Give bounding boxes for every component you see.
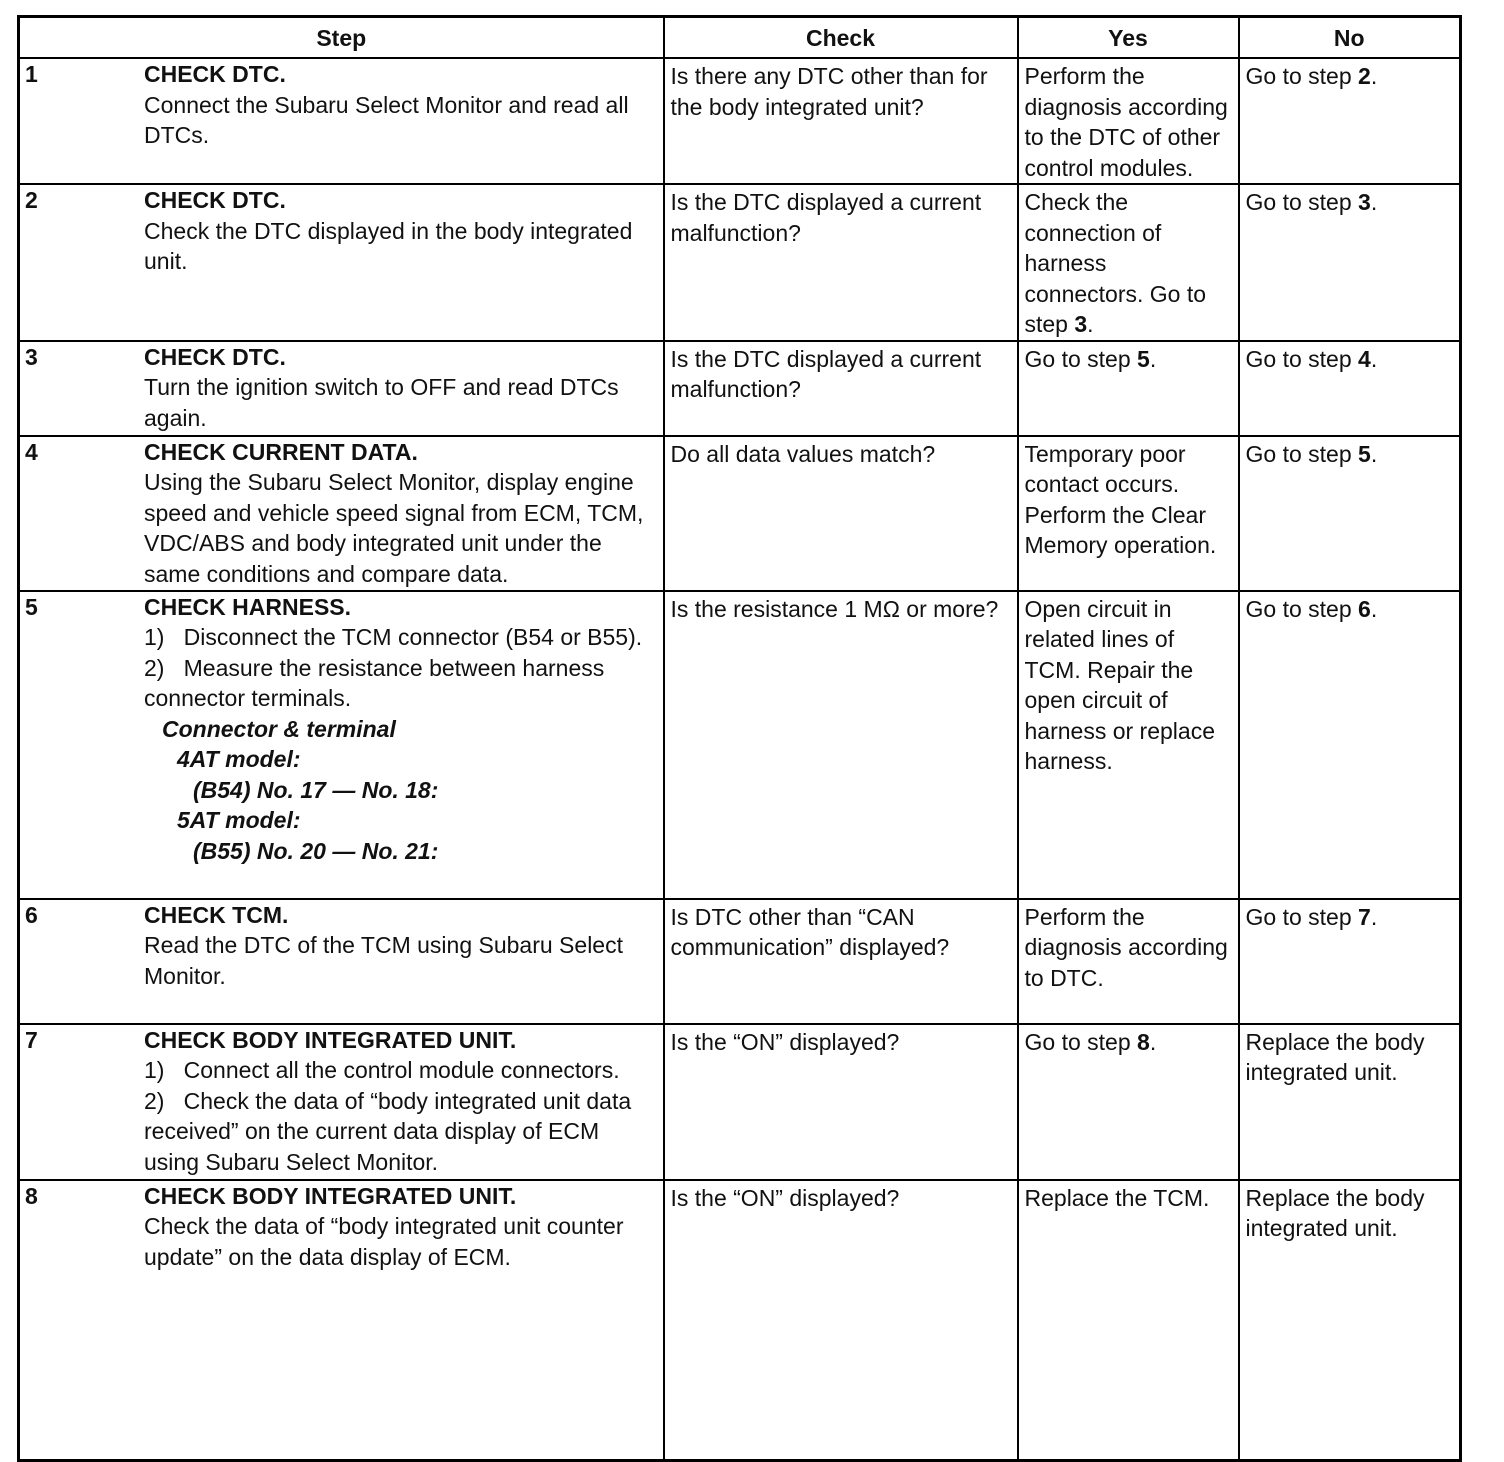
specification-line: 5AT model:: [177, 807, 301, 833]
step-instruction: 1) Disconnect the TCM connector (B54 or B55).: [144, 624, 643, 650]
punctuation: .: [1370, 440, 1378, 467]
table-row: [19, 184, 1461, 341]
header-yes: Yes: [1018, 17, 1239, 59]
header-no: No: [1239, 17, 1461, 59]
step-number: 2: [25, 187, 38, 213]
punctuation: .: [1149, 345, 1157, 372]
step-number: 1: [25, 61, 38, 87]
check-cell: Is the “ON” displayed?: [664, 1024, 1018, 1180]
diagnostic-procedure-table: [17, 15, 1462, 1462]
yes-action-text: Check the connection of harness connectors. Go to step: [1024, 189, 1207, 337]
step-title: CHECK HARNESS.: [144, 593, 352, 620]
table-row: [19, 436, 1461, 591]
step-description: [144, 185, 663, 277]
step-description: [144, 437, 663, 590]
step-instruction: Check the DTC displayed in the body integrated unit.: [144, 217, 633, 274]
check-cell: Is DTC other than “CAN communication” displayed?: [664, 899, 1018, 1024]
step-title: CHECK DTC.: [144, 343, 286, 370]
yes-action-text: Perform the diagnosis according to the DTC of other control modules.: [1024, 63, 1228, 181]
check-cell: Is the “ON” displayed?: [664, 1180, 1018, 1461]
check-cell: Is the resistance 1 MΩ or more?: [664, 591, 1018, 899]
step-instruction: 2) Measure the resistance between harness connector terminals.: [144, 654, 605, 711]
step-reference: 3: [1358, 189, 1371, 215]
step-description: [144, 1181, 663, 1273]
no-cell: [1239, 341, 1461, 436]
yes-cell: [1018, 341, 1239, 436]
step-number: 8: [25, 1182, 38, 1209]
no-cell: [1239, 58, 1461, 184]
no-action-text: Go to step: [1245, 595, 1359, 622]
step-title: CHECK CURRENT DATA.: [144, 438, 418, 465]
punctuation: .: [1370, 903, 1378, 930]
step-description: [144, 59, 663, 151]
specification-line: (B54) No. 17 — No. 18:: [193, 776, 439, 803]
step-cell: [19, 436, 664, 591]
step-instruction: 1) Connect all the control module connectors.: [144, 1057, 620, 1083]
yes-cell: [1018, 591, 1239, 899]
step-reference: 3: [1074, 311, 1088, 337]
punctuation: .: [1370, 189, 1378, 215]
check-cell: Is the DTC displayed a current malfunction?: [664, 184, 1018, 341]
specification-line: (B55) No. 20 — No. 21:: [193, 837, 439, 864]
no-cell: [1239, 591, 1461, 899]
no-cell: [1239, 899, 1461, 1024]
table-row: [19, 591, 1461, 899]
no-action-text: Go to step: [1245, 189, 1359, 215]
specification-line: 4AT model:: [177, 746, 301, 772]
no-cell: [1239, 1024, 1461, 1180]
step-cell: [19, 1180, 664, 1461]
step-cell: [19, 591, 664, 899]
yes-cell: [1018, 436, 1239, 591]
no-action-text: Replace the body integrated unit.: [1245, 1028, 1425, 1085]
specification-line: Connector & terminal: [162, 715, 396, 742]
yes-action-text: Temporary poor contact occurs. Perform the Clear Memory operation.: [1024, 440, 1217, 558]
yes-cell: [1018, 184, 1239, 341]
yes-action-text: Go to step: [1024, 1028, 1138, 1055]
punctuation: .: [1370, 345, 1378, 372]
step-title: CHECK BODY INTEGRATED UNIT.: [144, 1026, 517, 1053]
punctuation: .: [1370, 63, 1378, 89]
step-title: CHECK DTC.: [144, 187, 286, 213]
yes-action-text: Replace the TCM.: [1024, 1184, 1210, 1211]
step-number: 3: [25, 343, 38, 370]
table-row: [19, 341, 1461, 436]
no-cell: [1239, 436, 1461, 591]
header-step: Step: [19, 17, 664, 59]
table-row: [19, 58, 1461, 184]
step-cell: [19, 341, 664, 436]
step-reference: 8: [1137, 1028, 1150, 1055]
step-description: [144, 1025, 663, 1178]
step-description: [144, 900, 663, 992]
check-cell: Is the DTC displayed a current malfunction?: [664, 341, 1018, 436]
yes-action-text: Go to step: [1024, 345, 1138, 372]
step-cell: [19, 184, 664, 341]
no-action-text: Replace the body integrated unit.: [1245, 1184, 1425, 1241]
step-instruction: Using the Subaru Select Monitor, display engine speed and vehicle speed signal from ECM, TCM, VDC/ABS and body integrated unit under the same conditions and compare data.: [144, 469, 644, 587]
header-row: [19, 17, 1461, 59]
step-instruction: Connect the Subaru Select Monitor and read all DTCs.: [144, 91, 629, 148]
step-number: 5: [25, 593, 38, 620]
table-row: [19, 899, 1461, 1024]
punctuation: .: [1370, 595, 1378, 622]
step-cell: [19, 58, 664, 184]
yes-cell: [1018, 899, 1239, 1024]
step-reference: 2: [1358, 63, 1371, 89]
punctuation: .: [1149, 1028, 1157, 1055]
no-action-text: Go to step: [1245, 345, 1359, 372]
no-action-text: Go to step: [1245, 903, 1359, 930]
step-title: CHECK DTC.: [144, 61, 286, 87]
step-reference: 5: [1137, 345, 1150, 372]
step-reference: 4: [1358, 345, 1371, 372]
header-check: Check: [664, 17, 1018, 59]
no-cell: [1239, 1180, 1461, 1461]
step-number: 4: [25, 438, 38, 465]
step-instruction: Read the DTC of the TCM using Subaru Select Monitor.: [144, 932, 623, 989]
yes-cell: [1018, 1180, 1239, 1461]
yes-cell: [1018, 1024, 1239, 1180]
step-cell: [19, 1024, 664, 1180]
step-cell: [19, 899, 664, 1024]
step-instruction: Check the data of “body integrated unit counter update” on the data display of ECM.: [144, 1213, 624, 1270]
check-cell: Is there any DTC other than for the body integrated unit?: [664, 58, 1018, 184]
yes-action-text: Open circuit in related lines of TCM. Repair the open circuit of harness or replace harness.: [1024, 595, 1215, 774]
step-reference: 6: [1358, 595, 1371, 622]
step-instruction: 2) Check the data of “body integrated unit data received” on the current data display of ECM using Subaru Select Monitor.: [144, 1087, 632, 1175]
no-action-text: Go to step: [1245, 63, 1359, 89]
yes-action-text: Perform the diagnosis according to DTC.: [1024, 903, 1228, 991]
step-description: [144, 342, 663, 434]
step-reference: 5: [1358, 440, 1371, 467]
check-cell: Do all data values match?: [664, 436, 1018, 591]
no-action-text: Go to step: [1245, 440, 1359, 467]
table-row: [19, 1180, 1461, 1461]
step-title: CHECK BODY INTEGRATED UNIT.: [144, 1182, 517, 1209]
step-description: [144, 592, 663, 867]
yes-cell: [1018, 58, 1239, 184]
table-row: [19, 1024, 1461, 1180]
no-cell: [1239, 184, 1461, 341]
step-number: 7: [25, 1026, 38, 1053]
step-reference: 7: [1358, 903, 1371, 930]
step-instruction: Turn the ignition switch to OFF and read DTCs again.: [144, 374, 619, 431]
step-number: 6: [25, 901, 38, 928]
step-title: CHECK TCM.: [144, 901, 289, 928]
punctuation: .: [1087, 311, 1094, 337]
